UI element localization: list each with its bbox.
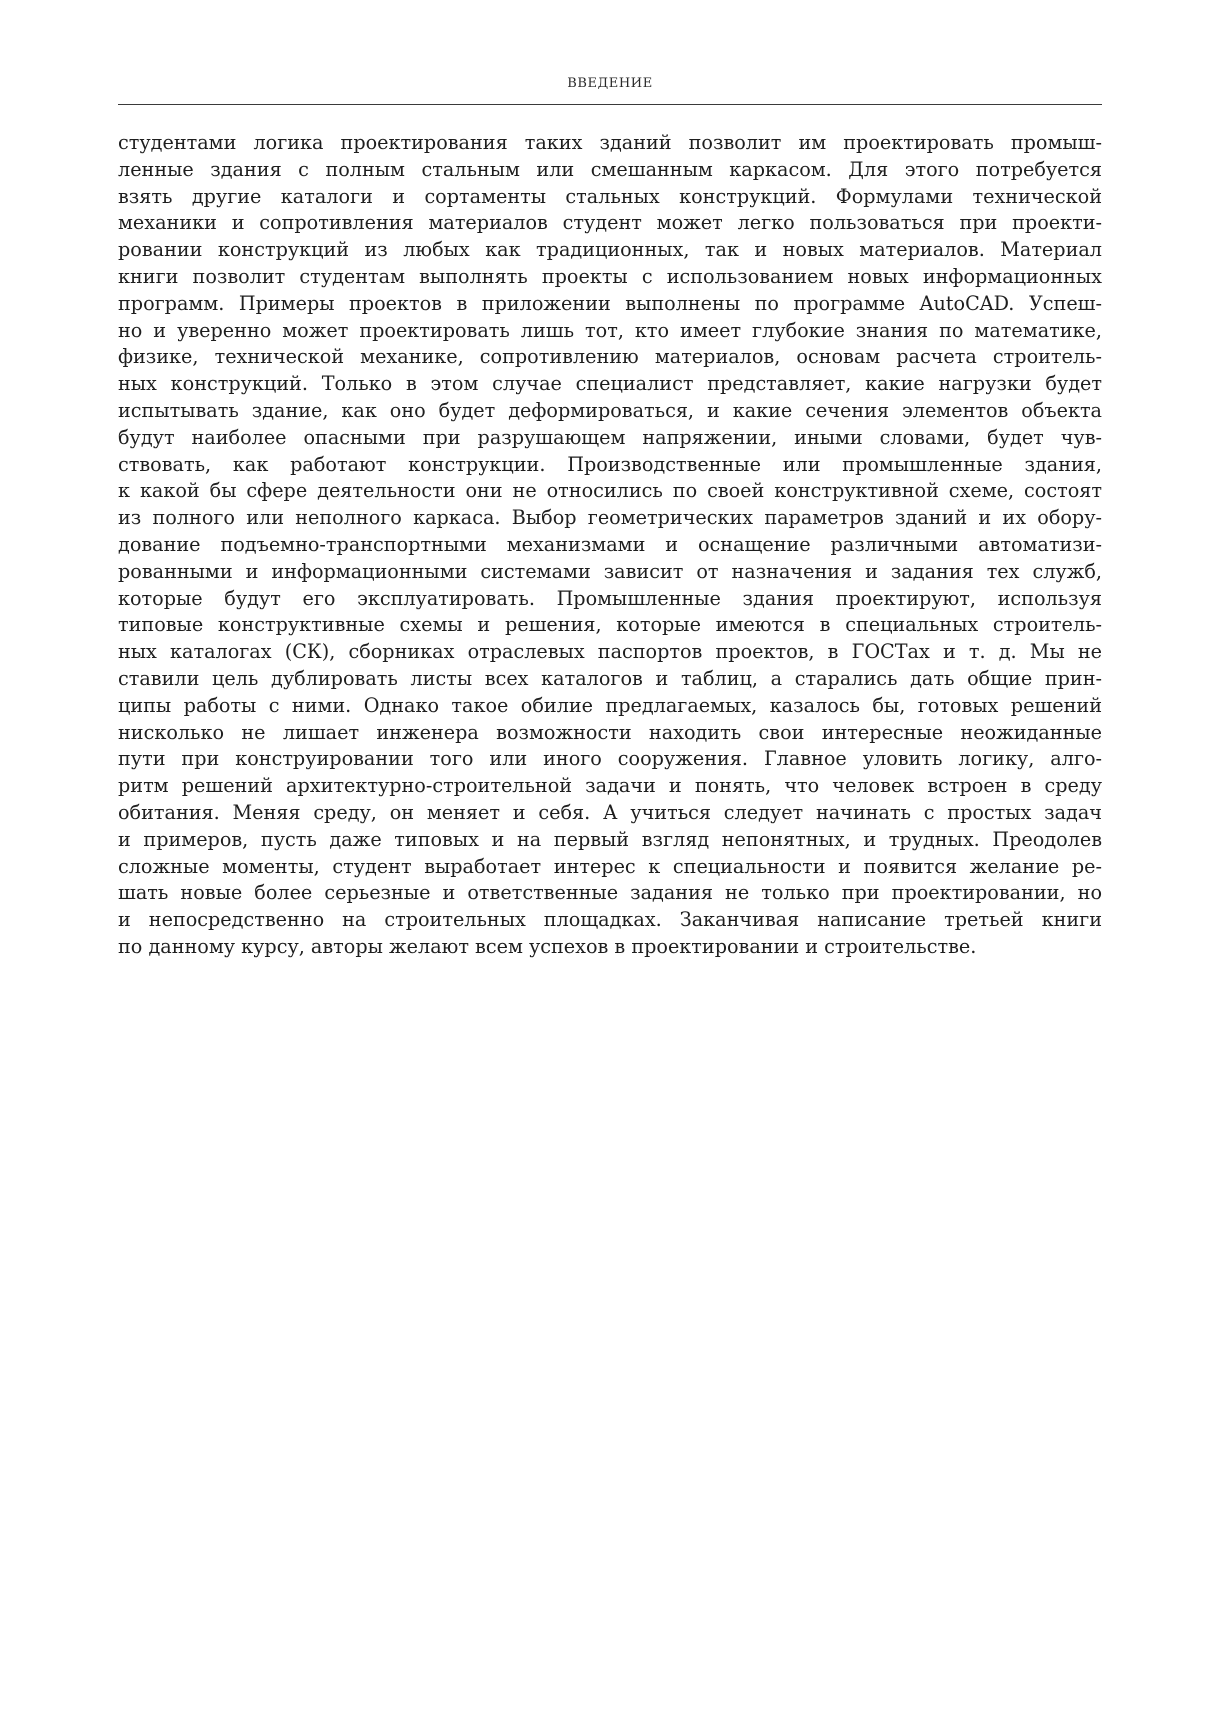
- text-line: ципы работы с ними. Однако такое обилие предлагаемых, казалось бы, готовых решений: [118, 693, 1102, 717]
- text-line: из полного или неполного каркаса. Выбор геометрических параметров зданий и их обору-: [118, 506, 1102, 530]
- text-line: шать новые более серьезные и ответственные задания не только при проектировании, но: [118, 881, 1102, 905]
- text-line: обитания. Меняя среду, он меняет и себя. А учиться следует начинать с простых задач: [118, 800, 1102, 824]
- text-line: будут наиболее опасными при разрушающем напряжении, иными словами, будет чув-: [118, 425, 1102, 449]
- text-line: ствовать, как работают конструкции. Производственные или промышленные здания,: [118, 452, 1102, 476]
- text-line: программ. Примеры проектов в приложении выполнены по программе AutoCAD. Успеш-: [118, 291, 1102, 315]
- text-line: но и уверенно может проектировать лишь тот, кто имеет глубокие знания по математике,: [118, 318, 1102, 342]
- text-line: дование подъемно-транспортными механизмами и оснащение различными автоматизи-: [118, 532, 1102, 556]
- text-line: пути при конструировании того или иного сооружения. Главное уловить логику, алго-: [118, 747, 1102, 771]
- text-line: книги позволит студентам выполнять проекты с использованием новых информационных: [118, 264, 1102, 288]
- text-line: к какой бы сфере деятельности они не относились по своей конструктивной схеме, состоят: [118, 479, 1102, 503]
- header-rule: [118, 104, 1102, 105]
- text-line: типовые конструктивные схемы и решения, которые имеются в специальных строитель-: [118, 613, 1102, 637]
- text-line: нисколько не лишает инженера возможности находить свои интересные неожиданные: [118, 720, 1102, 744]
- text-line: студентами логика проектирования таких зданий позволит им проектировать промыш-: [118, 131, 1102, 154]
- running-header: ВВЕДЕНИЕ: [567, 76, 653, 91]
- text-line: ных каталогах (СК), сборниках отраслевых паспортов проектов, в ГОСТах и т. д. Мы не: [118, 640, 1102, 664]
- body-paragraph: [118, 130, 1102, 961]
- text-line: ставили цель дублировать листы всех каталогов и таблиц, а старались дать общие прин-: [118, 666, 1102, 690]
- text-line: которые будут его эксплуатировать. Промышленные здания проектируют, используя: [118, 586, 1102, 610]
- text-line: и примеров, пусть даже типовых и на первый взгляд непонятных, и трудных. Преодолев: [118, 827, 1102, 851]
- text-line: физике, технической механике, сопротивлению материалов, основам расчета строитель-: [118, 345, 1102, 369]
- text-line: взять другие каталоги и сортаменты стальных конструкций. Формулами технической: [118, 184, 1102, 208]
- text-line: испытывать здание, как оно будет деформироваться, и какие сечения элементов объекта: [118, 398, 1102, 422]
- text-line: и непосредственно на строительных площадках. Заканчивая написание третьей книги: [118, 908, 1102, 932]
- text-line: ленные здания с полным стальным или смешанным каркасом. Для этого потребуется: [118, 157, 1102, 181]
- text-line-last: по данному курсу, авторы желают всем успехов в проектировании и строительстве.: [118, 934, 977, 958]
- text-line: механики и сопротивления материалов студент может легко пользоваться при проекти-: [118, 211, 1102, 235]
- text-line: ритм решений архитектурно-строительной задачи и понять, что человек встроен в среду: [118, 774, 1102, 798]
- text-line: сложные моменты, студент выработает интерес к специальности и появится желание ре-: [118, 854, 1102, 878]
- text-line: ровании конструкций из любых как традиционных, так и новых материалов. Материал: [118, 238, 1102, 262]
- text-line: рованными и информационными системами зависит от назначения и задания тех служб,: [118, 559, 1102, 583]
- text-line: ных конструкций. Только в этом случае специалист представляет, какие нагрузки будет: [118, 372, 1102, 396]
